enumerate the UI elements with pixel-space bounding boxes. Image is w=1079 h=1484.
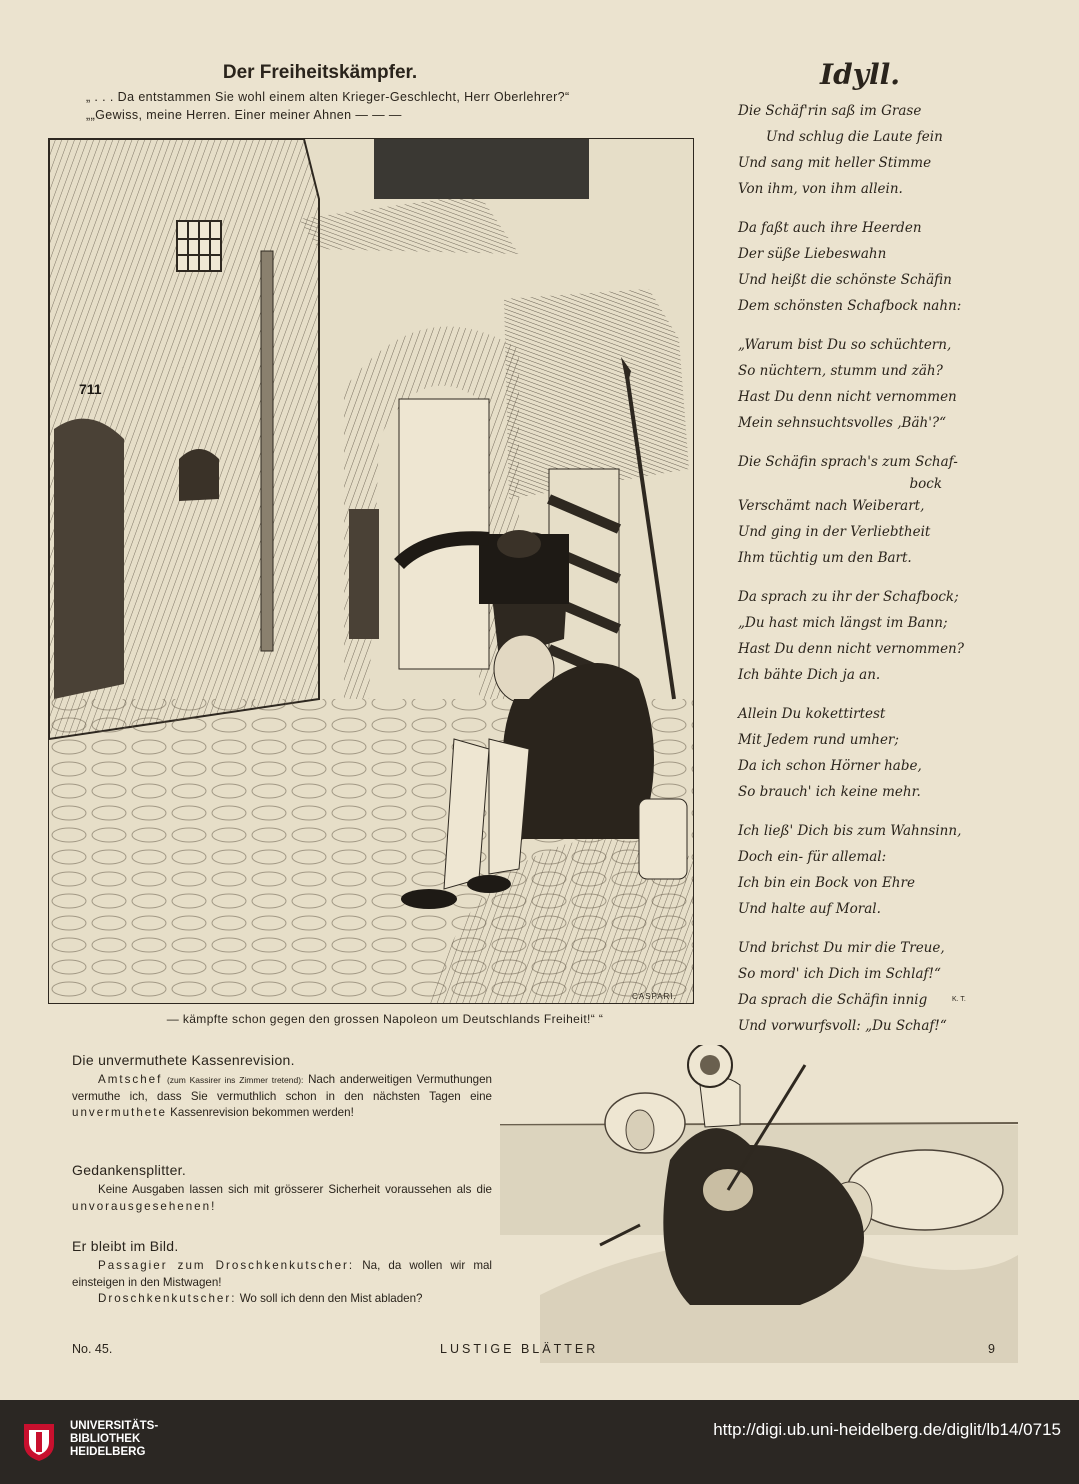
poem-line: Dem schönsten Schafbock nahn: [738, 298, 962, 314]
story-text-part: Nach anderweitigen Vermuthungen vermuthe ich, dass Sie vermuthlich schon in den nächsten Tagen eine [72, 1073, 492, 1103]
emphasis: unvorausgesehenen! [72, 1199, 217, 1213]
poem-stanza [738, 818, 998, 922]
story-text-part: Na, da wollen wir mal einsteigen in den Mistwagen! [72, 1259, 492, 1289]
poem-line: Und brichst Du mir die Treue, [738, 940, 945, 956]
shepherdess-vignette [500, 1045, 1018, 1363]
story-title: Die unvermuthete Kassenrevision. [72, 1052, 295, 1068]
poem-stanza [738, 332, 998, 436]
poem-line: Da ich schon Hörner habe, [738, 758, 922, 774]
stage-direction: (zum Kassirer ins Zimmer tretend): [166, 1075, 304, 1085]
poem-line: Der süße Liebeswahn [738, 246, 887, 262]
story-kassenrevision [72, 1052, 492, 1122]
cartoon-caption: — kämpfte schon gegen den grossen Napoleon um Deutschlands Freiheit!“ “ [166, 1012, 604, 1026]
story-text-part: Wo soll ich denn den Mist abladen? [239, 1292, 423, 1305]
poem-line: Mein sehnsuchtsvolles ‚Bäh'?“ [738, 415, 947, 431]
poem-stanza [738, 935, 998, 1039]
poem-line: Ich bin ein Bock von Ehre [738, 875, 915, 891]
poem-stanza [738, 701, 998, 805]
poem-line: bock [909, 476, 942, 492]
poem-line: „Du hast mich längst im Bann; [738, 615, 948, 631]
story-text [72, 1258, 492, 1291]
poem-body [738, 98, 998, 1052]
story-title: Gedankensplitter. [72, 1162, 187, 1178]
poem-line: Die Schäf'rin saß im Grase [738, 103, 922, 119]
artist-signature: CASPARI. [632, 992, 677, 1001]
story-text [72, 1291, 492, 1308]
poem-line: Da sprach zu ihr der Schafbock; [738, 589, 959, 605]
poem-stanza [738, 98, 998, 202]
poem-line: „Warum bist Du so schüchtern, [738, 337, 952, 353]
emphasis: unvermuthete [72, 1106, 167, 1119]
poem-line: So nüchtern, stumm und zäh? [738, 363, 943, 379]
poem-line: Verschämt nach Weiberart, [738, 498, 925, 514]
speaker: Passagier zum Droschkenkutscher: [98, 1259, 355, 1272]
poem-line: Ich bähte Dich ja an. [738, 667, 881, 683]
source-url-link[interactable]: http://digi.ub.uni-heidelberg.de/diglit/lb14/0715 [713, 1420, 1061, 1439]
poem-line: Da sprach die Schäfin innig [738, 992, 928, 1008]
library-name [70, 1420, 158, 1459]
story-text [72, 1072, 492, 1122]
speaker: Amtschef [98, 1073, 163, 1086]
story-text [72, 1182, 492, 1215]
house-number: 711 [79, 381, 102, 397]
poem-line: Da faßt auch ihre Heerden [738, 220, 922, 236]
poem-line: Und vorwurfsvoll: „Du Schaf!“ [738, 1018, 947, 1034]
poem-line: Und halte auf Moral. [738, 901, 881, 917]
poem-line: Von ihm, von ihm allein. [738, 181, 903, 197]
poem-initials: K. T. [952, 996, 966, 1003]
library-name-line-2: BIBLIOTHEK [70, 1433, 141, 1445]
poem-line: Allein Du kokettirtest [738, 706, 886, 722]
poem-line: Ich ließ' Dich bis zum Wahnsinn, [738, 823, 962, 839]
poem-line: Doch ein- für allemal: [738, 849, 887, 865]
issue-number: No. 45. [72, 1342, 113, 1356]
poem-line: Hast Du denn nicht vernommen? [738, 641, 964, 657]
cartoon-illustration [48, 138, 694, 1004]
poem-line: Und heißt die schönste Schäfin [738, 272, 952, 288]
university-seal-icon [20, 1422, 58, 1462]
story-text-part: Keine Ausgaben lassen sich mit grösserer Sicherheit voraussehen als die [98, 1183, 492, 1196]
poem-stanza [738, 584, 998, 688]
shepherdess-drawing [500, 1045, 1018, 1363]
poem-line: Und schlug die Laute fein [766, 129, 943, 145]
story-text-part: Kassenrevision bekommen werden! [170, 1106, 354, 1119]
magazine-name: LUSTIGE BLÄTTER [440, 1342, 599, 1356]
cartoon-dialogue-1: „ . . . Da entstammen Sie wohl einem alten Krieger-Geschlecht, Herr Oberlehrer?“ [86, 90, 570, 104]
poem-stanza [738, 449, 998, 571]
poem-line: Und sang mit heller Stimme [738, 155, 932, 171]
speaker: Droschkenkutscher: [98, 1292, 237, 1305]
poem-line: So mord' ich Dich im Schlaf!“ [738, 966, 941, 982]
poem-line: Die Schäfin sprach's zum Schaf- [738, 454, 958, 470]
cartoon-dialogue-2: „„Gewiss, meine Herren. Einer meiner Ahnen — — — [86, 108, 402, 122]
story-title: Er bleibt im Bild. [72, 1238, 179, 1254]
poem-line: Hast Du denn nicht vernommen [738, 389, 957, 405]
poem-line: So brauch' ich keine mehr. [738, 784, 921, 800]
story-gedankensplitter [72, 1162, 492, 1215]
story-er-bleibt-im-bild [72, 1238, 492, 1308]
library-name-line-1: UNIVERSITÄTS- [70, 1420, 159, 1432]
page-number: 9 [988, 1342, 995, 1356]
street-scene-drawing [49, 139, 693, 1003]
poem-line: Ihm tüchtig um den Bart. [738, 550, 912, 566]
poem-line: Und ging in der Verliebtheit [738, 524, 931, 540]
poem-stanza [738, 215, 998, 319]
poem-line: Mit Jedem rund umher; [738, 732, 899, 748]
library-name-line-3: HEIDELBERG [70, 1446, 146, 1458]
cartoon-title: Der Freiheitskämpfer. [222, 62, 418, 83]
library-footer-bar [0, 1400, 1079, 1484]
poem-title: Idyll. [820, 58, 900, 91]
